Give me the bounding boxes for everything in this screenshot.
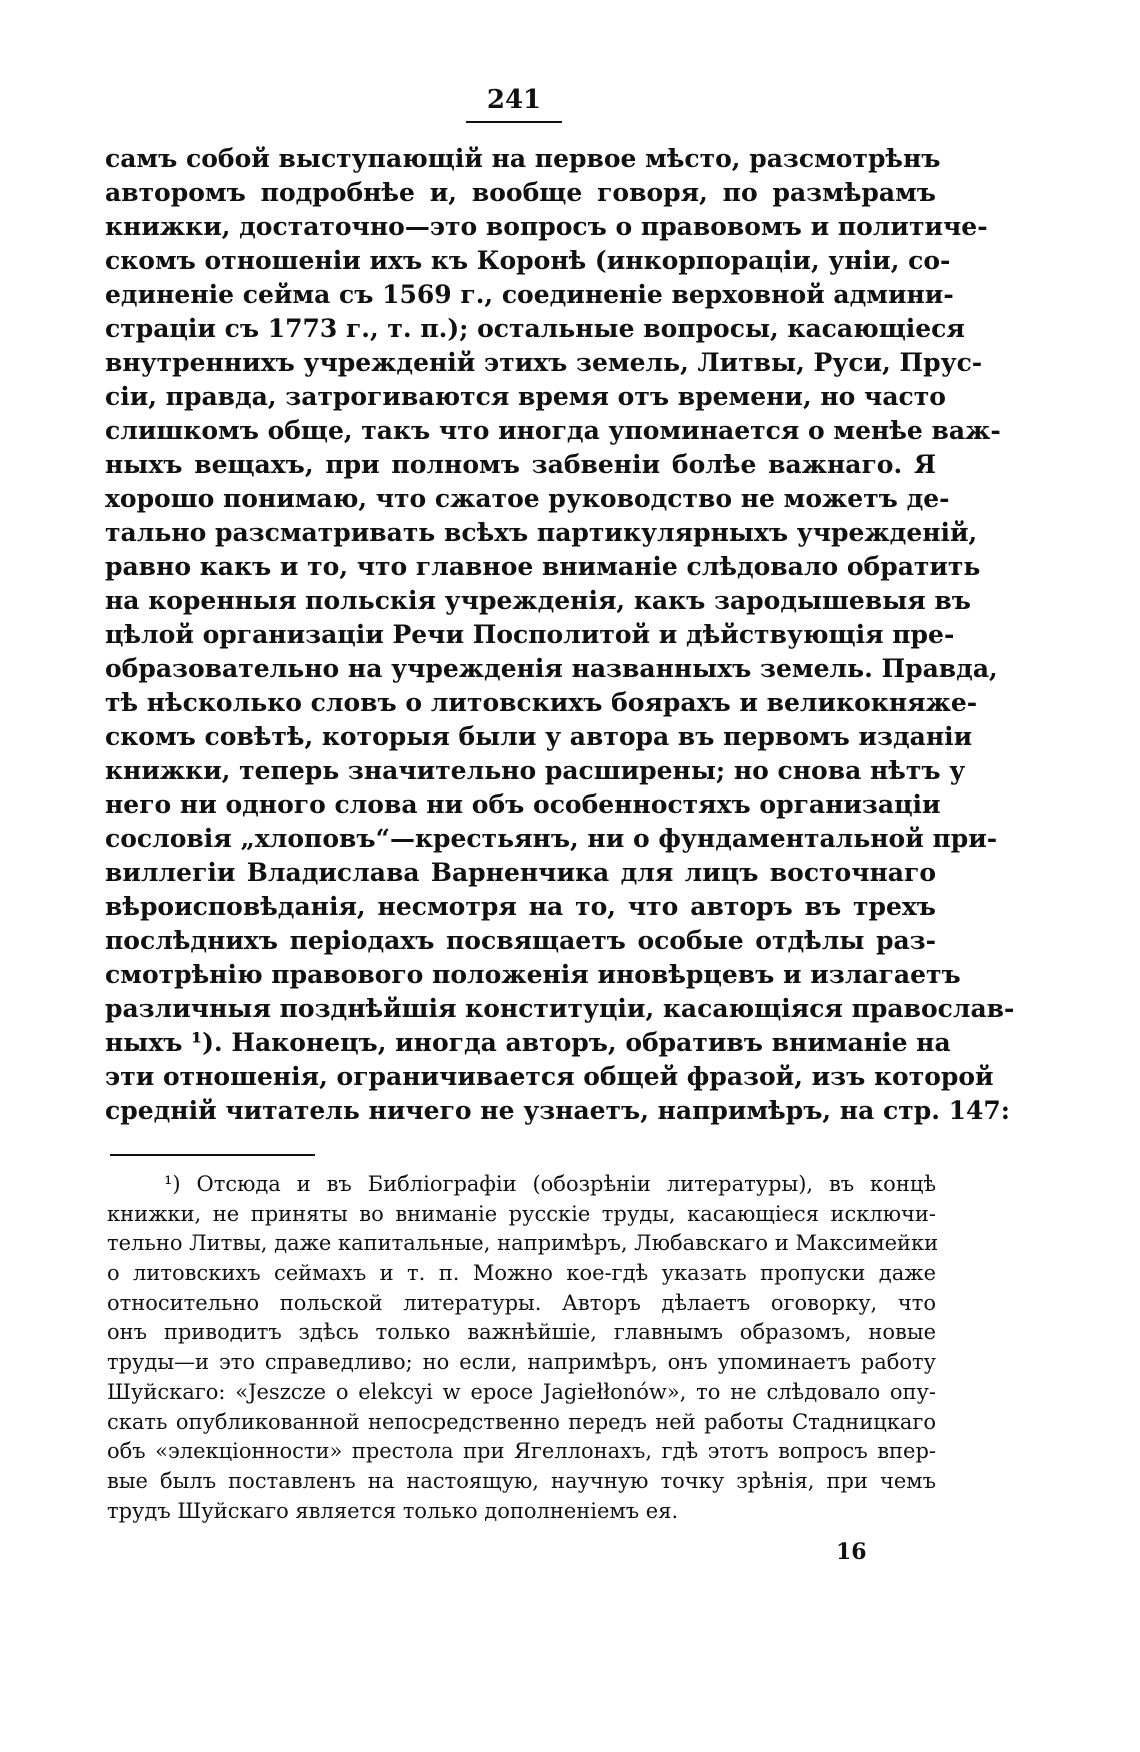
main-text-line: образовательно на учрежденія названныхъ земель. Правда, bbox=[105, 654, 998, 683]
main-text-line: книжки, теперь значительно расширены; но снова нѣтъ у bbox=[105, 756, 966, 785]
main-text-line: тѣ нѣсколько словъ о литовскихъ боярахъ и великокняже- bbox=[105, 688, 978, 717]
footnote-separator bbox=[110, 1154, 315, 1156]
printer-signature-mark: 16 bbox=[836, 1539, 867, 1565]
page-number-rule bbox=[466, 121, 562, 123]
main-text-line: сословія „хлоповъ“—крестьянъ, ни о фундаментальной при- bbox=[105, 824, 998, 853]
main-text-line: единеніе сейма съ 1569 г., соединеніе верховной админи- bbox=[105, 280, 954, 309]
main-text-line: авторомъ подробнѣе и, вообще говоря, по размѣрамъ bbox=[105, 178, 936, 207]
footnote-line: книжки, не приняты во вниманіе русскіе труды, касающіеся исключи- bbox=[107, 1201, 936, 1226]
footnote bbox=[107, 1170, 939, 1526]
main-text-line: тально разсматривать всѣхъ партикулярныхъ учрежденій, bbox=[105, 518, 978, 547]
main-text bbox=[105, 142, 1015, 1128]
page-number: 241 bbox=[486, 85, 542, 115]
main-text-line: него ни одного слова ни объ особенностяхъ организаціи bbox=[105, 790, 941, 819]
main-text-line: ныхъ вещахъ, при полномъ забвеніи болѣе важнаго. Я bbox=[105, 450, 936, 479]
main-text-line: смотрѣнію правового положенія иновѣрцевъ и излагаетъ bbox=[105, 960, 961, 989]
main-text-line: вѣроисповѣданія, несмотря на то, что авторъ въ трехъ bbox=[105, 892, 936, 921]
footnote-line: трудъ Шуйскаго является только дополненіемъ ея. bbox=[107, 1498, 679, 1523]
main-text-line: скомъ отношеніи ихъ къ Коронѣ (инкорпораціи, уніи, со- bbox=[105, 246, 951, 275]
footnote-line: скать опубликованной непосредственно передъ ней работы Стадницкаго bbox=[107, 1409, 936, 1434]
footnote-line: ¹) Отсюда и въ Библіографіи (обозрѣніи литературы), въ концѣ bbox=[164, 1172, 936, 1196]
footnote-line: вые былъ поставленъ на настоящую, научную точку зрѣнія, при чемъ bbox=[107, 1468, 936, 1493]
main-text-line: послѣднихъ періодахъ посвящаетъ особые отдѣлы раз- bbox=[105, 926, 936, 955]
main-text-line: равно какъ и то, что главное вниманіе слѣдовало обратить bbox=[105, 552, 981, 581]
footnote-line: о литовскихъ сеймахъ и т. п. Можно кое-гдѣ указать пропуски даже bbox=[107, 1261, 936, 1286]
footnote-line: объ «элекціонности» престола при Ягеллонахъ, гдѣ этотъ вопросъ впер- bbox=[107, 1439, 936, 1464]
main-text-line: книжки, достаточно—это вопросъ о правовомъ и политиче- bbox=[105, 212, 988, 241]
main-text-line: эти отношенія, ограничивается общей фразой, изъ которой bbox=[105, 1062, 994, 1091]
main-text-line: ныхъ ¹). Наконецъ, иногда авторъ, обративъ вниманіе на bbox=[105, 1028, 951, 1057]
footnote-line: тельно Литвы, даже капитальные, напримѣръ, Любавскаго и Максимейки bbox=[107, 1231, 939, 1256]
footnote-line: онъ приводитъ здѣсь только важнѣйшіе, главнымъ образомъ, новые bbox=[107, 1320, 936, 1345]
main-text-line: скомъ совѣтѣ, которыя были у автора въ первомъ изданіи bbox=[105, 722, 973, 751]
footnote-line: труды—и это справедливо; но если, напримѣръ, онъ упоминаетъ работу bbox=[107, 1350, 936, 1375]
main-text-line: самъ собой выступающій на первое мѣсто, разсмотрѣнъ bbox=[105, 144, 941, 173]
main-text-line: страціи съ 1773 г., т. п.); остальные вопросы, касающіеся bbox=[105, 314, 965, 343]
main-text-line: сіи, правда, затрогиваются время отъ времени, но часто bbox=[105, 382, 946, 411]
main-text-line: цѣлой организаціи Речи Посполитой и дѣйствующія пре- bbox=[105, 620, 955, 649]
main-text-line: виллегіи Владислава Варненчика для лицъ восточнаго bbox=[105, 858, 936, 887]
footnote-line: Шуйскаго: «Jeszcze o elekcyi w epoce Jagiełłonów», то не слѣдовало опу- bbox=[107, 1379, 936, 1404]
main-text-line: слишкомъ обще, такъ что иногда упоминается о менѣе важ- bbox=[105, 416, 1001, 445]
footnote-line: относительно польской литературы. Авторъ дѣлаетъ оговорку, что bbox=[107, 1290, 936, 1315]
main-text-line: среднiй читатель ничего не узнаетъ, напримѣръ, на стр. 147: bbox=[105, 1096, 1011, 1125]
main-text-line: хорошо понимаю, что сжатое руководство не можетъ де- bbox=[105, 484, 950, 513]
main-text-line: внутреннихъ учрежденій этихъ земель, Литвы, Руси, Прус- bbox=[105, 348, 983, 377]
main-text-line: различныя позднѣйшія конституціи, касающіяся православ- bbox=[105, 994, 1015, 1023]
main-text-line: на коренныя польскія учрежденія, какъ зародышевыя въ bbox=[105, 586, 971, 615]
